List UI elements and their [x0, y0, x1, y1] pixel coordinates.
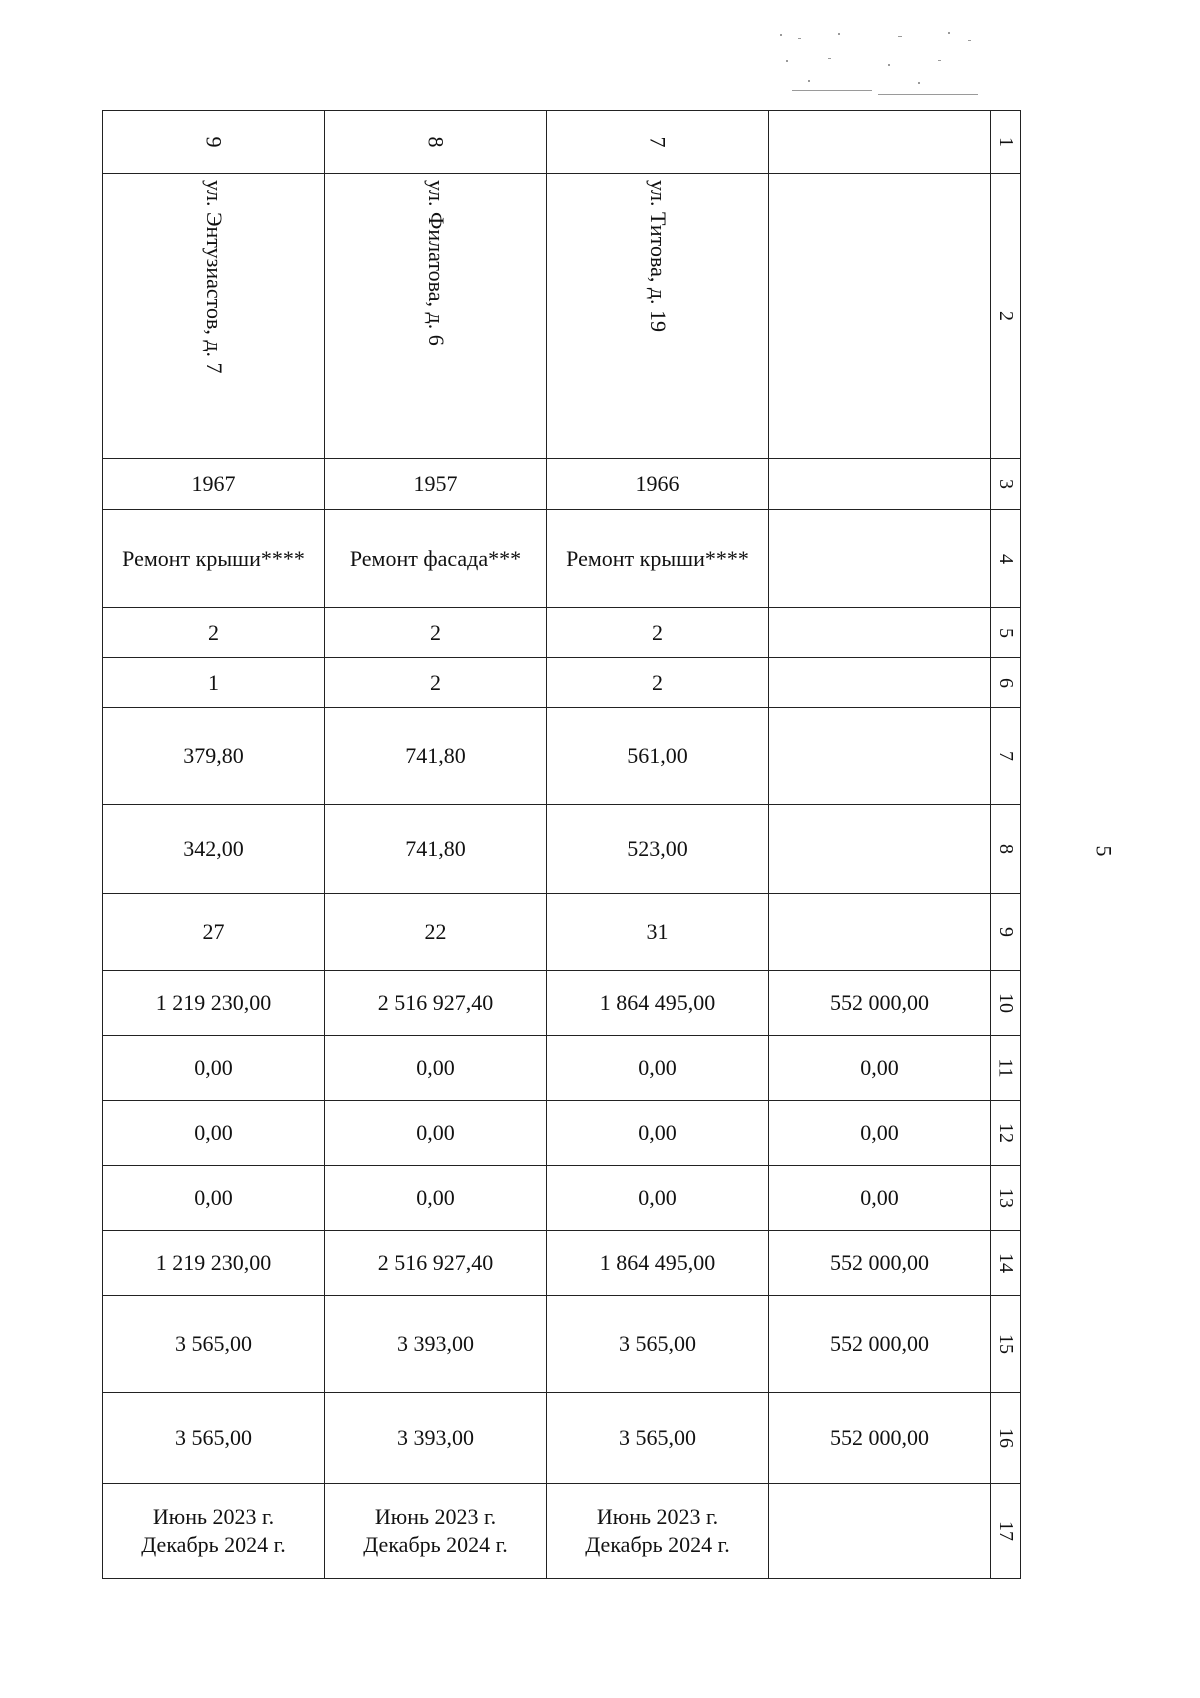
table-row	[103, 1101, 1021, 1166]
table-cell	[547, 174, 769, 459]
column-number-label: 17	[994, 1521, 1017, 1541]
table-cell	[325, 111, 547, 174]
table-body	[103, 111, 1021, 1579]
table-row	[103, 1231, 1021, 1296]
column-number	[991, 1166, 1021, 1231]
table-cell	[325, 174, 547, 459]
table-cell	[103, 1484, 325, 1579]
column-number	[991, 1484, 1021, 1579]
table-cell: 27	[103, 894, 325, 971]
table-cell: 1 219 230,00	[103, 971, 325, 1036]
column-number-label: 6	[994, 677, 1017, 688]
table-cell: 379,80	[103, 708, 325, 805]
table-cell: 0,00	[325, 1166, 547, 1231]
table-row	[103, 510, 1021, 608]
table-row	[103, 805, 1021, 894]
column-number-label: 12	[994, 1123, 1017, 1143]
table-cell	[547, 1484, 769, 1579]
table-cell: 3 565,00	[547, 1296, 769, 1393]
address-text: ул. Энтузиастов, д. 7	[201, 180, 227, 374]
table-cell: 741,80	[325, 805, 547, 894]
column-number	[991, 1036, 1021, 1101]
table-cell: 2	[325, 658, 547, 708]
table-cell: 342,00	[103, 805, 325, 894]
table-cell	[325, 1484, 547, 1579]
column-number-label: 8	[994, 844, 1017, 854]
column-number-label: 4	[994, 553, 1017, 564]
period-end: Декабрь 2024 г.	[141, 1532, 286, 1557]
table-cell: 22	[325, 894, 547, 971]
column-number-label: 9	[994, 927, 1017, 937]
table-cell: 0,00	[547, 1036, 769, 1101]
table-cell: 1967	[103, 459, 325, 510]
table-cell: 0,00	[325, 1036, 547, 1101]
column-number-label: 11	[994, 1058, 1017, 1078]
table-row	[103, 608, 1021, 658]
table-cell: 31	[547, 894, 769, 971]
column-number	[991, 658, 1021, 708]
column-number	[991, 805, 1021, 894]
column-number-label: 5	[994, 627, 1017, 638]
table-cell: 0,00	[769, 1166, 991, 1231]
table-cell	[769, 708, 991, 805]
table-cell: Ремонт крыши****	[547, 510, 769, 608]
column-number-label: 14	[994, 1253, 1017, 1273]
column-number	[991, 1231, 1021, 1296]
period-start: Июнь 2023 г.	[596, 1504, 719, 1529]
table-cell: Ремонт крыши****	[103, 510, 325, 608]
table-cell: 0,00	[547, 1166, 769, 1231]
period-start: Июнь 2023 г.	[374, 1504, 497, 1529]
column-number-label: 7	[994, 751, 1017, 761]
table-cell: 2 516 927,40	[325, 1231, 547, 1296]
table-row	[103, 459, 1021, 510]
table-row	[103, 658, 1021, 708]
column-number-label: 13	[994, 1188, 1017, 1208]
table-cell: 0,00	[103, 1101, 325, 1166]
column-number	[991, 174, 1021, 459]
column-number-label: 3	[994, 479, 1017, 489]
table-cell	[769, 111, 991, 174]
table-row	[103, 1484, 1021, 1579]
table-cell: 2	[547, 658, 769, 708]
table-row	[103, 111, 1021, 174]
table-row	[103, 1296, 1021, 1393]
table-cell: 0,00	[769, 1036, 991, 1101]
table-cell	[769, 459, 991, 510]
table-cell	[769, 174, 991, 459]
table-row	[103, 1036, 1021, 1101]
table-cell: 0,00	[769, 1101, 991, 1166]
column-number-label: 10	[994, 993, 1017, 1013]
table-row	[103, 971, 1021, 1036]
column-number	[991, 1393, 1021, 1484]
table-cell	[769, 894, 991, 971]
column-number	[991, 1296, 1021, 1393]
table-cell	[769, 805, 991, 894]
table-cell: 3 565,00	[103, 1296, 325, 1393]
table-cell: 3 565,00	[103, 1393, 325, 1484]
table-cell: 0,00	[325, 1101, 547, 1166]
column-number	[991, 459, 1021, 510]
table-cell: 3 565,00	[547, 1393, 769, 1484]
column-number	[991, 971, 1021, 1036]
column-number-label: 1	[994, 137, 1017, 147]
table-row	[103, 708, 1021, 805]
table-cell: 3 393,00	[325, 1393, 547, 1484]
table-cell: 1957	[325, 459, 547, 510]
table-cell: 1	[103, 658, 325, 708]
table-row	[103, 1166, 1021, 1231]
table-cell: 0,00	[103, 1036, 325, 1101]
column-number	[991, 510, 1021, 608]
table-cell: 552 000,00	[769, 1231, 991, 1296]
column-number-label: 2	[994, 311, 1017, 321]
table-cell: 552 000,00	[769, 971, 991, 1036]
table-cell: 1 864 495,00	[547, 971, 769, 1036]
repair-program-table	[102, 110, 1021, 1579]
table-cell: 0,00	[103, 1166, 325, 1231]
table-cell: Ремонт фасада***	[325, 510, 547, 608]
table-cell: 1966	[547, 459, 769, 510]
table-cell: 741,80	[325, 708, 547, 805]
address-text: ул. Титова, д. 19	[645, 180, 671, 333]
table-cell: 552 000,00	[769, 1296, 991, 1393]
table-row	[103, 174, 1021, 459]
record-number: 9	[201, 136, 227, 148]
table-cell	[769, 608, 991, 658]
page-number: 5	[1091, 845, 1117, 857]
table-cell: 2	[325, 608, 547, 658]
header-scan-noise	[778, 30, 988, 104]
table-row	[103, 1393, 1021, 1484]
table-cell	[103, 111, 325, 174]
table-cell: 2	[547, 608, 769, 658]
table-cell	[769, 658, 991, 708]
column-number-label: 16	[994, 1428, 1017, 1448]
table-cell: 3 393,00	[325, 1296, 547, 1393]
period-end: Декабрь 2024 г.	[585, 1532, 730, 1557]
column-number-label: 15	[994, 1334, 1017, 1354]
table-cell	[769, 1484, 991, 1579]
record-number: 8	[423, 136, 449, 148]
table-cell: 561,00	[547, 708, 769, 805]
table-cell: 523,00	[547, 805, 769, 894]
table-cell	[769, 510, 991, 608]
table-cell: 552 000,00	[769, 1393, 991, 1484]
column-number	[991, 894, 1021, 971]
table-cell: 1 219 230,00	[103, 1231, 325, 1296]
column-number	[991, 708, 1021, 805]
column-number	[991, 111, 1021, 174]
period-start: Июнь 2023 г.	[152, 1504, 275, 1529]
table-cell	[103, 174, 325, 459]
table-cell: 2 516 927,40	[325, 971, 547, 1036]
record-number: 7	[645, 136, 671, 148]
address-text: ул. Филатова, д. 6	[423, 180, 449, 346]
table-row	[103, 894, 1021, 971]
table-cell: 0,00	[547, 1101, 769, 1166]
column-number	[991, 608, 1021, 658]
table-cell: 1 864 495,00	[547, 1231, 769, 1296]
period-end: Декабрь 2024 г.	[363, 1532, 508, 1557]
table-cell: 2	[103, 608, 325, 658]
column-number	[991, 1101, 1021, 1166]
table-cell	[547, 111, 769, 174]
